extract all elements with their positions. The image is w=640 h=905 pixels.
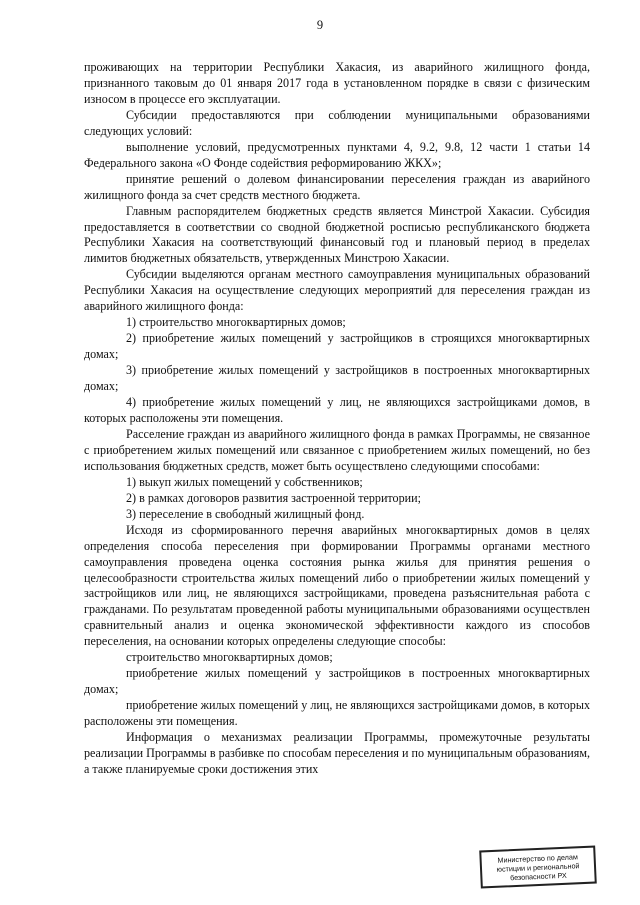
paragraph: Расселение граждан из аварийного жилищного фонда в рамках Программы, не связанное с приобретением жилых помещений или связанное с приобретением жилых помещений, но без использования бюджетных средств, может быть осуществлено следующими способами: — [84, 426, 590, 473]
list-item: 3) приобретение жилых помещений у застройщиков в построенных многоквартирных домах; — [84, 363, 590, 394]
list-item: 1) выкуп жилых помещений у собственников; — [126, 474, 363, 489]
list-item: 3) переселение в свободный жилищный фонд. — [126, 506, 365, 521]
list-item: приобретение жилых помещений у застройщиков в построенных многоквартирных домах; — [84, 666, 590, 697]
paragraph: проживающих на территории Республики Хакасия, из аварийного жилищного фонда, признанного таковым до 01 января 2017 года в установленном порядке в связи с физическим износом в процессе его эксплуатации. — [84, 60, 590, 106]
stamp-line: юстиции и региональной — [496, 860, 580, 874]
list-item: приобретение жилых помещений у лиц, не являющихся застройщиками домов, в которых расположены эти помещения. — [84, 698, 590, 729]
list-item: 4) приобретение жилых помещений у лиц, не являющихся застройщиками домов, в которых расположены эти помещения. — [84, 395, 590, 425]
list-item: 2) приобретение жилых помещений у застройщиков в строящихся многоквартирных домах; — [84, 331, 590, 362]
paragraph: Исходя из сформированного перечня аварийных многоквартирных домов в целях определения способа переселения при формировании Программы органами местного самоуправления проведена оценка состояния рынка жилья для принятия решения о целесообразности строительства жилых помещений либо о приобретении жилых помещений у застройщиков или лиц, не являющихся застройщиками, проведена разъяснительная работа с гражданами. По результатам проведенной работы муниципальными образованиями осуществлен сравнительный анализ и оценка экономической эффективности каждого из способов переселения, на основании которых определены следующие способы: — [84, 522, 590, 649]
paragraph: Информация о механизмах реализации Программы, промежуточные результаты реализации Программы в разбивке по способам переселения и по муниципальным образованиям, а также планируемые сроки достижения этих — [84, 730, 590, 776]
stamp-line: безопасности РХ — [509, 870, 567, 882]
paragraph: выполнение условий, предусмотренных пунктами 4, 9.2, 9.8, 12 части 1 статьи 14 Федерального закона «О Фонде содействия реформированию ЖКХ»; — [84, 139, 590, 170]
page-number: 9 — [316, 18, 324, 32]
stamp-line: Министерство по делам — [497, 851, 578, 865]
paragraph: Субсидии предоставляются при соблюдении муниципальными образованиями следующих условий: — [84, 107, 590, 138]
paragraph: Субсидии выделяются органам местного самоуправления муниципальных образований Республики Хакасия на осуществление следующих мероприятий для переселения граждан из аварийного жилищного фонда: — [84, 267, 590, 314]
list-item: строительство многоквартирных домов; — [126, 650, 333, 665]
ministry-stamp — [479, 845, 597, 888]
paragraph: принятие решений о долевом финансировании переселения граждан из аварийного жилищного фонда за счет средств местного бюджета. — [84, 171, 590, 202]
document-body — [84, 60, 590, 778]
list-item: 2) в рамках договоров развития застроенной территории; — [126, 490, 421, 505]
paragraph: Главным распорядителем бюджетных средств является Минстрой Хакасии. Субсидия предоставляется в соответствии со сводной бюджетной росписью республиканского бюджета Республики Хакасия на соответствующий финансовый год и плановый период в пределах лимитов бюджетных обязательств, утвержденных Минстрою Хакасии. — [84, 203, 590, 266]
list-item: 1) строительство многоквартирных домов; — [126, 315, 346, 330]
